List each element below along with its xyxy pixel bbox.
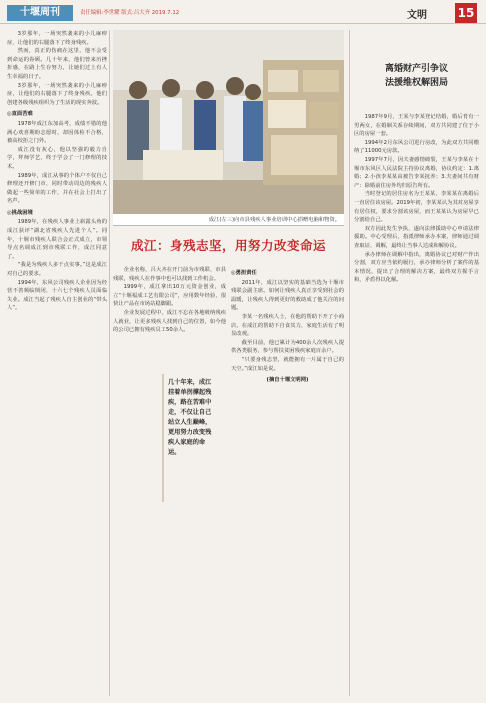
article-headline: 成江：身残志坚，用努力改变命运 — [130, 238, 326, 253]
paragraph: “我是为残疾人多干点实事。”这是成江对自己的要求。 — [7, 262, 107, 278]
page-number: 15 — [455, 3, 477, 23]
column-divider-left — [109, 30, 110, 696]
paragraph: 当时登记的居住房名为王某某，李某某在离婚后一直居住该房屋。2019年初，李某某认为其对房屋享有居住权，要求分割该房屋，而王某某认为房屋早已分割给自己。 — [354, 191, 479, 224]
paragraph: 企业名称，吕大齐在开门前为市残联、市县残联，残疾人在作事中也可以找到工作机会。 — [113, 267, 226, 282]
paragraph: 2011年，成江以坚实的基础当选为十堰市残联会副主席。如何让残疾人真正享受到社会的温暖，让残疾人得到更好的救助成了他关注的问题。 — [231, 279, 344, 312]
photo-caption: 成江(左三)向市县残疾人事业培训中心捐赠电脑和物资。 — [113, 214, 344, 226]
paragraph: 成江没有灰心，他以坚强的毅力自学，拜师学艺，终于学会了一门修理的技术。 — [7, 146, 107, 170]
left-column — [7, 30, 107, 696]
paragraph: 李某一名残疾人士，在他的帮助下开了小商店，在成江的帮助下自食其力，家庭生活有了明显改观。 — [231, 313, 344, 338]
pull-quote: 几十年来，成江挂着单拐撑起残疾，路在苦难中走，不仅让自己站立人生巅峰，更用努力改变残疾人家庭的命运。 — [162, 374, 216, 502]
paragraph: 1999年，成江拿出10万元资金创业，成立“十堰福成工艺有限公司”，应用数年经验，很快让产品在市场站稳脚跟。 — [113, 284, 226, 308]
sidebar-title-line2: 法援维权解困局 — [384, 78, 448, 88]
paragraph: 双方因此发生争执，遂向法律援助中心申请法律援助。中心受理后，指派律师承办本案，律师通过调查取证、调解，最终让当事人达成和解协议。 — [354, 225, 479, 249]
sidebar-headline — [354, 62, 479, 90]
paragraph: 3岁那年，一场突然袭来的小儿麻痹症，让他们的右腿落下了终身残疾。他们创建各级残疾组织为了生活的现实奔波。 — [7, 82, 107, 106]
column-divider-right — [349, 30, 350, 696]
paragraph: 1997年7月，因夫妻感情破裂，王某与李某在十堰市东风区人民法院主持协议离婚，协议约定：1.离婚；2.小孩李某某由被告李某抚养；3.夫妻间共有财产：除婚前住房外均归原告所有。 — [354, 156, 479, 189]
paragraph: “只要身残志坚，就能拥有一片属于自己的天空。”成江如是说。 — [231, 356, 344, 372]
paragraph: 3岁那年，一场突然袭来的小儿麻痹症，让他们的右腿落下了终身残疾。 — [7, 31, 107, 46]
source-note: (摘自十堰文明网) — [266, 377, 309, 384]
paragraph: 然而，真正的伤痛在这里，他不会受到命运的眷顾。几十年来，他们曾来历挫折感，在路上生存努力，让她们过上有人生幸福的日子。 — [7, 48, 107, 80]
subheading: ◎直面苦难 — [7, 111, 33, 118]
section-name: 文明 — [407, 10, 427, 21]
editor-credits: 责任编辑:李世耀 版式:吕大齐 2019.7.12 — [80, 10, 180, 16]
paragraph: 1994年，东风公司残疾人企业因为经营不善频临倒闭，十六七个残疾人员面临失业。成江当起了残疾人自主创业的“带头人”。 — [7, 279, 107, 312]
news-photo — [113, 30, 344, 214]
sidebar-column — [354, 113, 479, 698]
paragraph: 1989年，在残疾人事业上崭露头角的成江获评“湖北省残疾人先进个人”。同年，十堰市残疾人联合会正式成立，市领导点名调成江到市残联工作，成江同意了。 — [7, 219, 107, 260]
paragraph: 1978年成江东加高考，成绩不错的他满心欢喜期盼志愿时，却因体检不合格，被高校拒之门外。 — [7, 120, 107, 145]
subheading: ◎勇担责任 — [231, 270, 257, 276]
page-header — [0, 0, 486, 24]
paragraph: 1987年9月，王某与李某登记结婚，婚后育有一男两女，在婚姻关系存续期间，双方共同建了位于小区的房屋一套。 — [354, 114, 479, 138]
masthead: 十堰周刊 — [7, 5, 73, 21]
paragraph: 1994年2月东风公司进行房改，为此双方共同缴纳了11000元房款。 — [354, 139, 479, 155]
right-article-column — [231, 266, 344, 698]
paragraph: 企业发展过程中，成江不忘在各地吸纳残疾人就业，让更多残疾人找到自己的位置，如今他的公司已拥有残疾员工50余人。 — [113, 309, 226, 334]
sidebar-title-line1: 离婚财产引争议 — [384, 64, 448, 74]
photo-illustration — [113, 30, 344, 214]
paragraph: 承办律师在调解中指出，离婚协议已对财产作出分割，双方应当依约履行，承办律师分析了案件的基本情况，提出了合理的解决方案，最终双方握手言和，矛盾得以化解。 — [354, 251, 479, 284]
paragraph: 1989年，成江从事的个体户不仅自己修理还开修门市，同时带动周边的残疾人做起一些简单的工作，并在社会上打出了名声。 — [7, 172, 107, 205]
paragraph: 截至目前，他已累计为400余人次残疾人提供各类服务，参与帮扶贫困残疾家庭百余户。 — [231, 339, 344, 355]
subheading: ◎挑战困境 — [7, 209, 33, 216]
